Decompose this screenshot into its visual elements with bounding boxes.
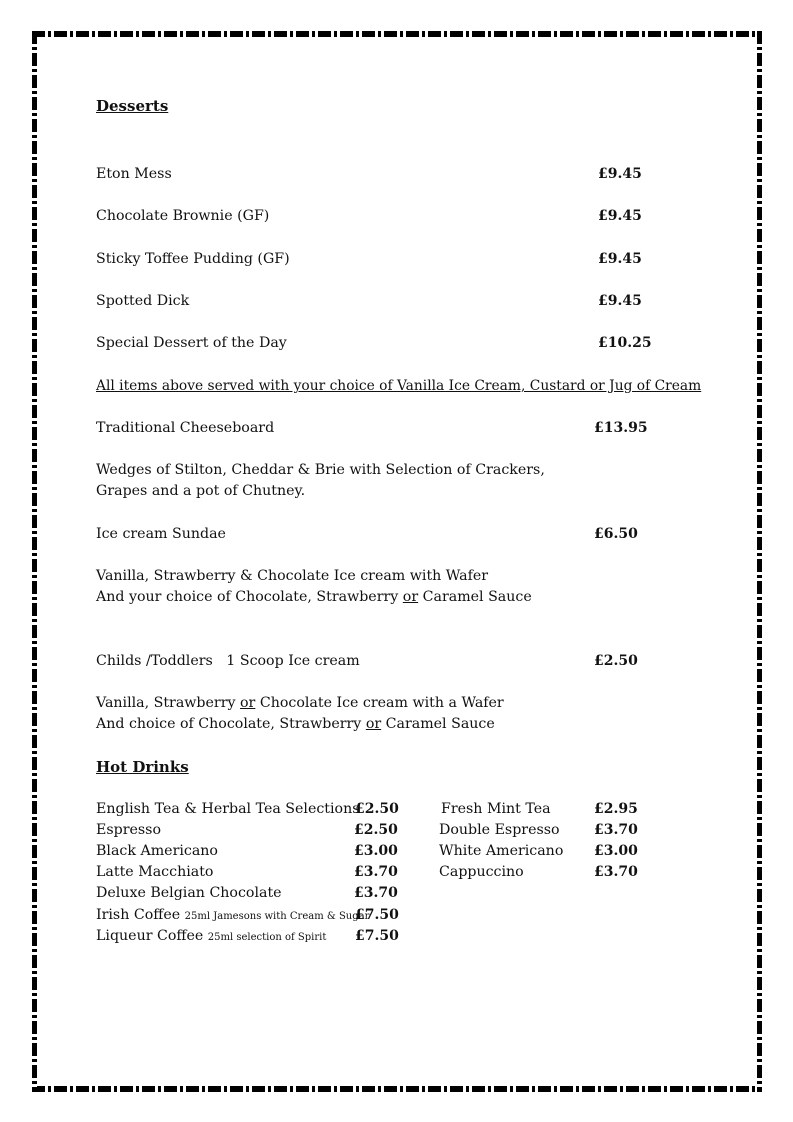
drink-price: £3.70 — [594, 822, 638, 838]
childs-name: Childs /Toddlers 1 Scoop Ice cream — [96, 653, 360, 669]
drink-name: Irish Coffee 25ml Jamesons with Cream & Sugar — [96, 907, 370, 923]
cheeseboard-price: £13.95 — [594, 420, 648, 436]
drink-name: Double Espresso — [439, 822, 560, 838]
dessert-item-price: £9.45 — [598, 293, 642, 309]
sundae-description: Vanilla, Strawberry & Chocolate Ice cream with Wafer — [96, 568, 489, 584]
drink-price: £7.50 — [355, 907, 399, 923]
drink-price: £2.50 — [354, 822, 398, 838]
served-with-note: All items above served with your choice of Vanilla Ice Cream, Custard or Jug of Cream — [96, 378, 702, 394]
border-bottom — [32, 1086, 762, 1092]
drink-note: 25ml selection of Spirit — [207, 932, 327, 943]
drink-name: Fresh Mint Tea — [441, 801, 551, 817]
cheeseboard-name: Traditional Cheeseboard — [96, 420, 275, 436]
cheeseboard-description: Grapes and a pot of Chutney. — [96, 483, 306, 499]
drink-price: £3.00 — [354, 843, 398, 859]
drink-name: Cappuccino — [439, 864, 524, 880]
drink-name: Black Americano — [96, 843, 218, 859]
dessert-item-name: Spotted Dick — [96, 293, 190, 309]
drink-name: Liqueur Coffee 25ml selection of Spirit — [96, 928, 327, 944]
sundae-description-line2: And your choice of Chocolate, Strawberry or Caramel Sauce — [96, 589, 532, 605]
cheeseboard-description: Wedges of Stilton, Cheddar & Brie with Selection of Crackers, — [96, 462, 545, 478]
dessert-item-price: £9.45 — [598, 208, 642, 224]
drink-note: 25ml Jamesons with Cream & Sugar — [184, 911, 370, 922]
dessert-item-name: Chocolate Brownie (GF) — [96, 208, 270, 224]
childs-description-line2: And choice of Chocolate, Strawberry or Caramel Sauce — [96, 716, 495, 732]
dessert-item-name: Special Dessert of the Day — [96, 335, 287, 351]
dessert-item-price: £10.25 — [598, 335, 652, 351]
drink-price: £3.70 — [354, 864, 398, 880]
dessert-item-name: Sticky Toffee Pudding (GF) — [96, 251, 290, 267]
drink-name: Deluxe Belgian Chocolate — [96, 885, 282, 901]
border-left — [32, 31, 37, 1092]
sundae-name: Ice cream Sundae — [96, 526, 226, 542]
border-top — [32, 31, 762, 37]
drink-price: £3.70 — [354, 885, 398, 901]
drink-name: White Americano — [439, 843, 564, 859]
desserts-heading: Desserts — [96, 97, 169, 115]
drink-price: £2.95 — [594, 801, 638, 817]
drink-name: Espresso — [96, 822, 162, 838]
border-right — [757, 31, 762, 1092]
drink-name: Latte Macchiato — [96, 864, 214, 880]
childs-description-line1: Vanilla, Strawberry or Chocolate Ice cream with a Wafer — [96, 695, 504, 711]
dessert-item-name: Eton Mess — [96, 166, 172, 182]
dessert-item-price: £9.45 — [598, 251, 642, 267]
childs-price: £2.50 — [594, 653, 638, 669]
drink-price: £7.50 — [355, 928, 399, 944]
dessert-item-price: £9.45 — [598, 166, 642, 182]
drink-name: English Tea & Herbal Tea Selections — [96, 801, 360, 817]
sundae-price: £6.50 — [594, 526, 638, 542]
hot-drinks-heading: Hot Drinks — [96, 758, 189, 776]
drink-price: £3.70 — [594, 864, 638, 880]
drink-price: £3.00 — [594, 843, 638, 859]
drink-price: £2.50 — [355, 801, 399, 817]
